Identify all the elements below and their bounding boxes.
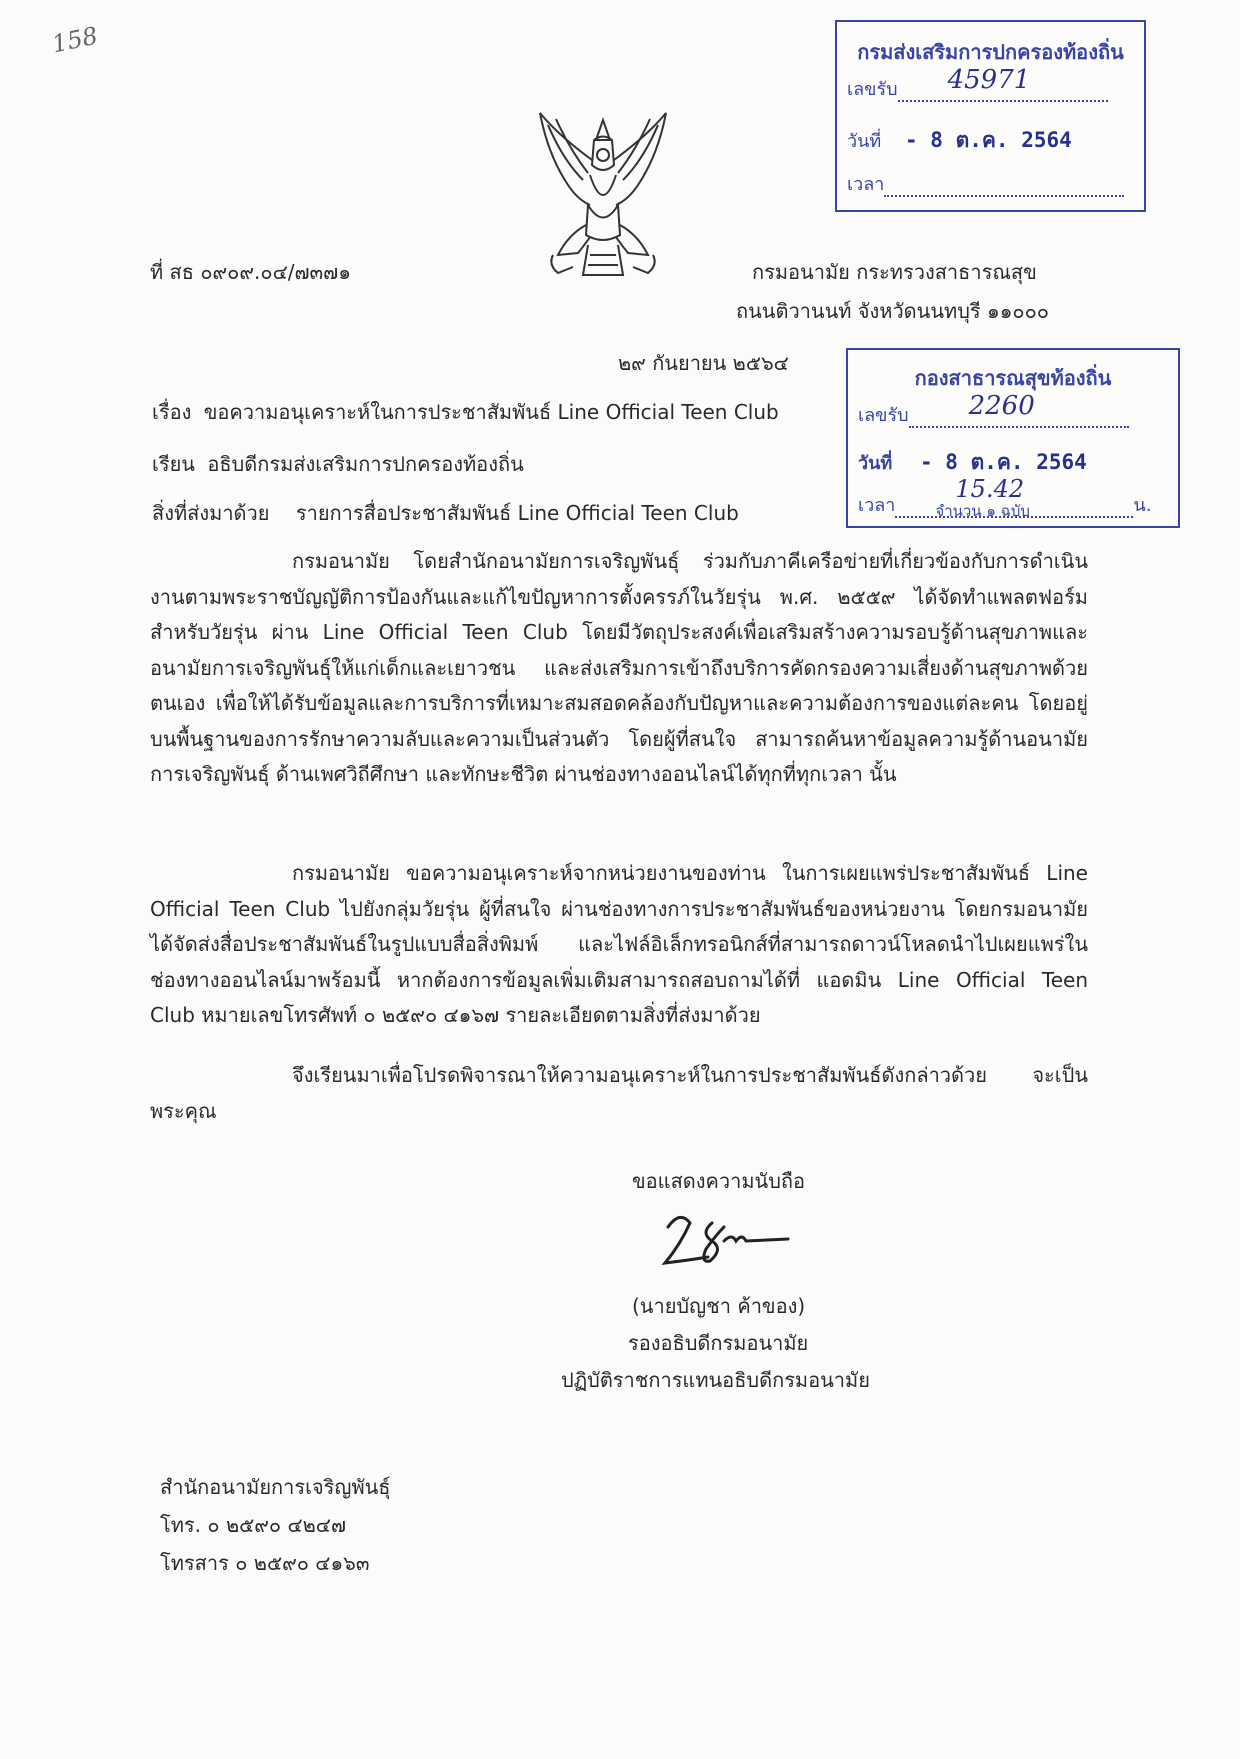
subject-line — [152, 399, 779, 425]
enclosure-line — [152, 500, 739, 526]
stamp-date: - 8 ต.ค. 2564 — [905, 128, 1072, 152]
receipt-stamp-department — [835, 20, 1146, 212]
sender-organization: กรมอนามัย กระทรวงสาธารณสุข — [752, 260, 1037, 284]
date-label: วันที่ — [858, 453, 893, 474]
receive-label: เลขรับ — [847, 79, 898, 100]
footer-office: สำนักอนามัยการเจริญพันธุ์ — [160, 1475, 391, 1499]
receipt-stamp-division — [846, 348, 1180, 528]
date-label: วันที่ — [847, 131, 882, 152]
handwritten-signature — [660, 1205, 800, 1275]
body-paragraph-1: กรมอนามัย โดยสำนักอนามัยการเจริญพันธุ์ ร่วมกับภาคีเครือข่ายที่เกี่ยวข้องกับการดำเนินงานตามพระราชบัญญัติการป้องกันและแก้ไขปัญหาการตั้งครรภ์ในวัยรุ่น พ.ศ. ๒๕๕๙ ได้จัดทำแพลตฟอร์มสำหรับวัยรุ่น ผ่าน Line Official Teen Club โดยมีวัตถุประสงค์เพื่อเสริมสร้างความรอบรู้ด้านสุขภาพและอนามัยการเจริญพันธุ์ให้แก่เด็กและเยาวชน และส่งเสริมการเข้าถึงบริการคัดกรองความเสี่ยงด้านสุขภาพด้วยตนเอง เพื่อให้ได้รับข้อมูลและการบริการที่เหมาะสมสอดคล้องกับปัญหาและความต้องการของแต่ละคน โดยอยู่บนพื้นฐานของการรักษาความลับและความเป็นส่วนตัว โดยผู้ที่สนใจ สามารถค้นหาข้อมูลความรู้ด้านอนามัยการเจริญพันธุ์ ด้านเพศวิถีศึกษา และทักษะชีวิต ผ่านช่องทางออนไลน์ได้ทุกที่ทุกเวลา นั้น — [150, 549, 1088, 786]
recipient-line — [152, 451, 524, 477]
copy-count: จำนวน ๑ ฉบับ — [935, 502, 1030, 520]
signer-acting-title: ปฏิบัติราชการแทนอธิบดีกรมอนามัย — [561, 1368, 870, 1392]
stamp-date: - 8 ต.ค. 2564 — [920, 450, 1087, 474]
time-label: เวลา — [858, 495, 896, 516]
receipt-time: 15.42 — [955, 475, 1025, 503]
footer-fax: โทรสาร ๐ ๒๕๙๐ ๔๑๖๓ — [160, 1551, 370, 1575]
receive-number: 2260 — [968, 391, 1035, 421]
subject-text: ขอความอนุเคราะห์ในการประชาสัมพันธ์ Line Official Teen Club — [203, 400, 779, 424]
time-label: เวลา — [847, 174, 885, 195]
footer-telephone: โทร. ๐ ๒๕๙๐ ๔๒๔๗ — [160, 1513, 346, 1537]
letter-date: ๒๙ กันยายน ๒๕๖๔ — [618, 351, 789, 375]
closing-phrase: ขอแสดงความนับถือ — [632, 1169, 806, 1193]
signer-title: รองอธิบดีกรมอนามัย — [628, 1331, 809, 1355]
body-paragraph-3: จึงเรียนมาเพื่อโปรดพิจารณาให้ความอนุเคราะห์ในการประชาสัมพันธ์ดังกล่าวด้วย จะเป็นพระคุณ — [150, 1063, 1088, 1123]
receive-label: เลขรับ — [858, 405, 909, 426]
stamp-title: กรมส่งเสริมการปกครองท้องถิ่น — [857, 40, 1124, 64]
corner-handwritten-note: 158 — [49, 21, 101, 59]
enclosure-label: สิ่งที่ส่งมาด้วย — [152, 501, 270, 525]
recipient-text: อธิบดีกรมส่งเสริมการปกครองท้องถิ่น — [207, 452, 524, 476]
reference-number: ที่ สธ ๐๙๐๙.๐๔/๗๓๗๑ — [150, 260, 351, 284]
garuda-emblem — [528, 105, 678, 285]
enclosure-text: รายการสื่อประชาสัมพันธ์ Line Official Teen Club — [295, 501, 739, 525]
body-paragraph-2: กรมอนามัย ขอความอนุเคราะห์จากหน่วยงานของท่าน ในการเผยแพร่ประชาสัมพันธ์ Line Official Teen Club ไปยังกลุ่มวัยรุ่น ผู้ที่สนใจ ผ่านช่องทางการประชาสัมพันธ์ของหน่วยงาน โดยกรมอนามัยได้จัดส่งสื่อประชาสัมพันธ์ในรูปแบบสื่อสิ่งพิมพ์ และไฟล์อิเล็กทรอนิกส์ที่สามารถดาวน์โหลดนำไปเผยแพร่ในช่องทางออนไลน์มาพร้อมนี้ หากต้องการข้อมูลเพิ่มเติมสามารถสอบถามได้ที่ แอดมิน Line Official Teen Club หมายเลขโทรศัพท์ ๐ ๒๕๙๐ ๔๑๖๗ รายละเอียดตามสิ่งที่ส่งมาด้วย — [150, 861, 1088, 1027]
recipient-label: เรียน — [152, 452, 195, 476]
receive-number: 45971 — [947, 65, 1031, 95]
stamp-title: กองสาธารณสุขท้องถิ่น — [914, 366, 1112, 390]
subject-label: เรื่อง — [152, 400, 192, 424]
sender-address: ถนนติวานนท์ จังหวัดนนทบุรี ๑๑๐๐๐ — [736, 299, 1050, 323]
minute-suffix: น. — [1133, 495, 1152, 516]
signer-name: (นายบัญชา ค้าของ) — [632, 1294, 806, 1318]
